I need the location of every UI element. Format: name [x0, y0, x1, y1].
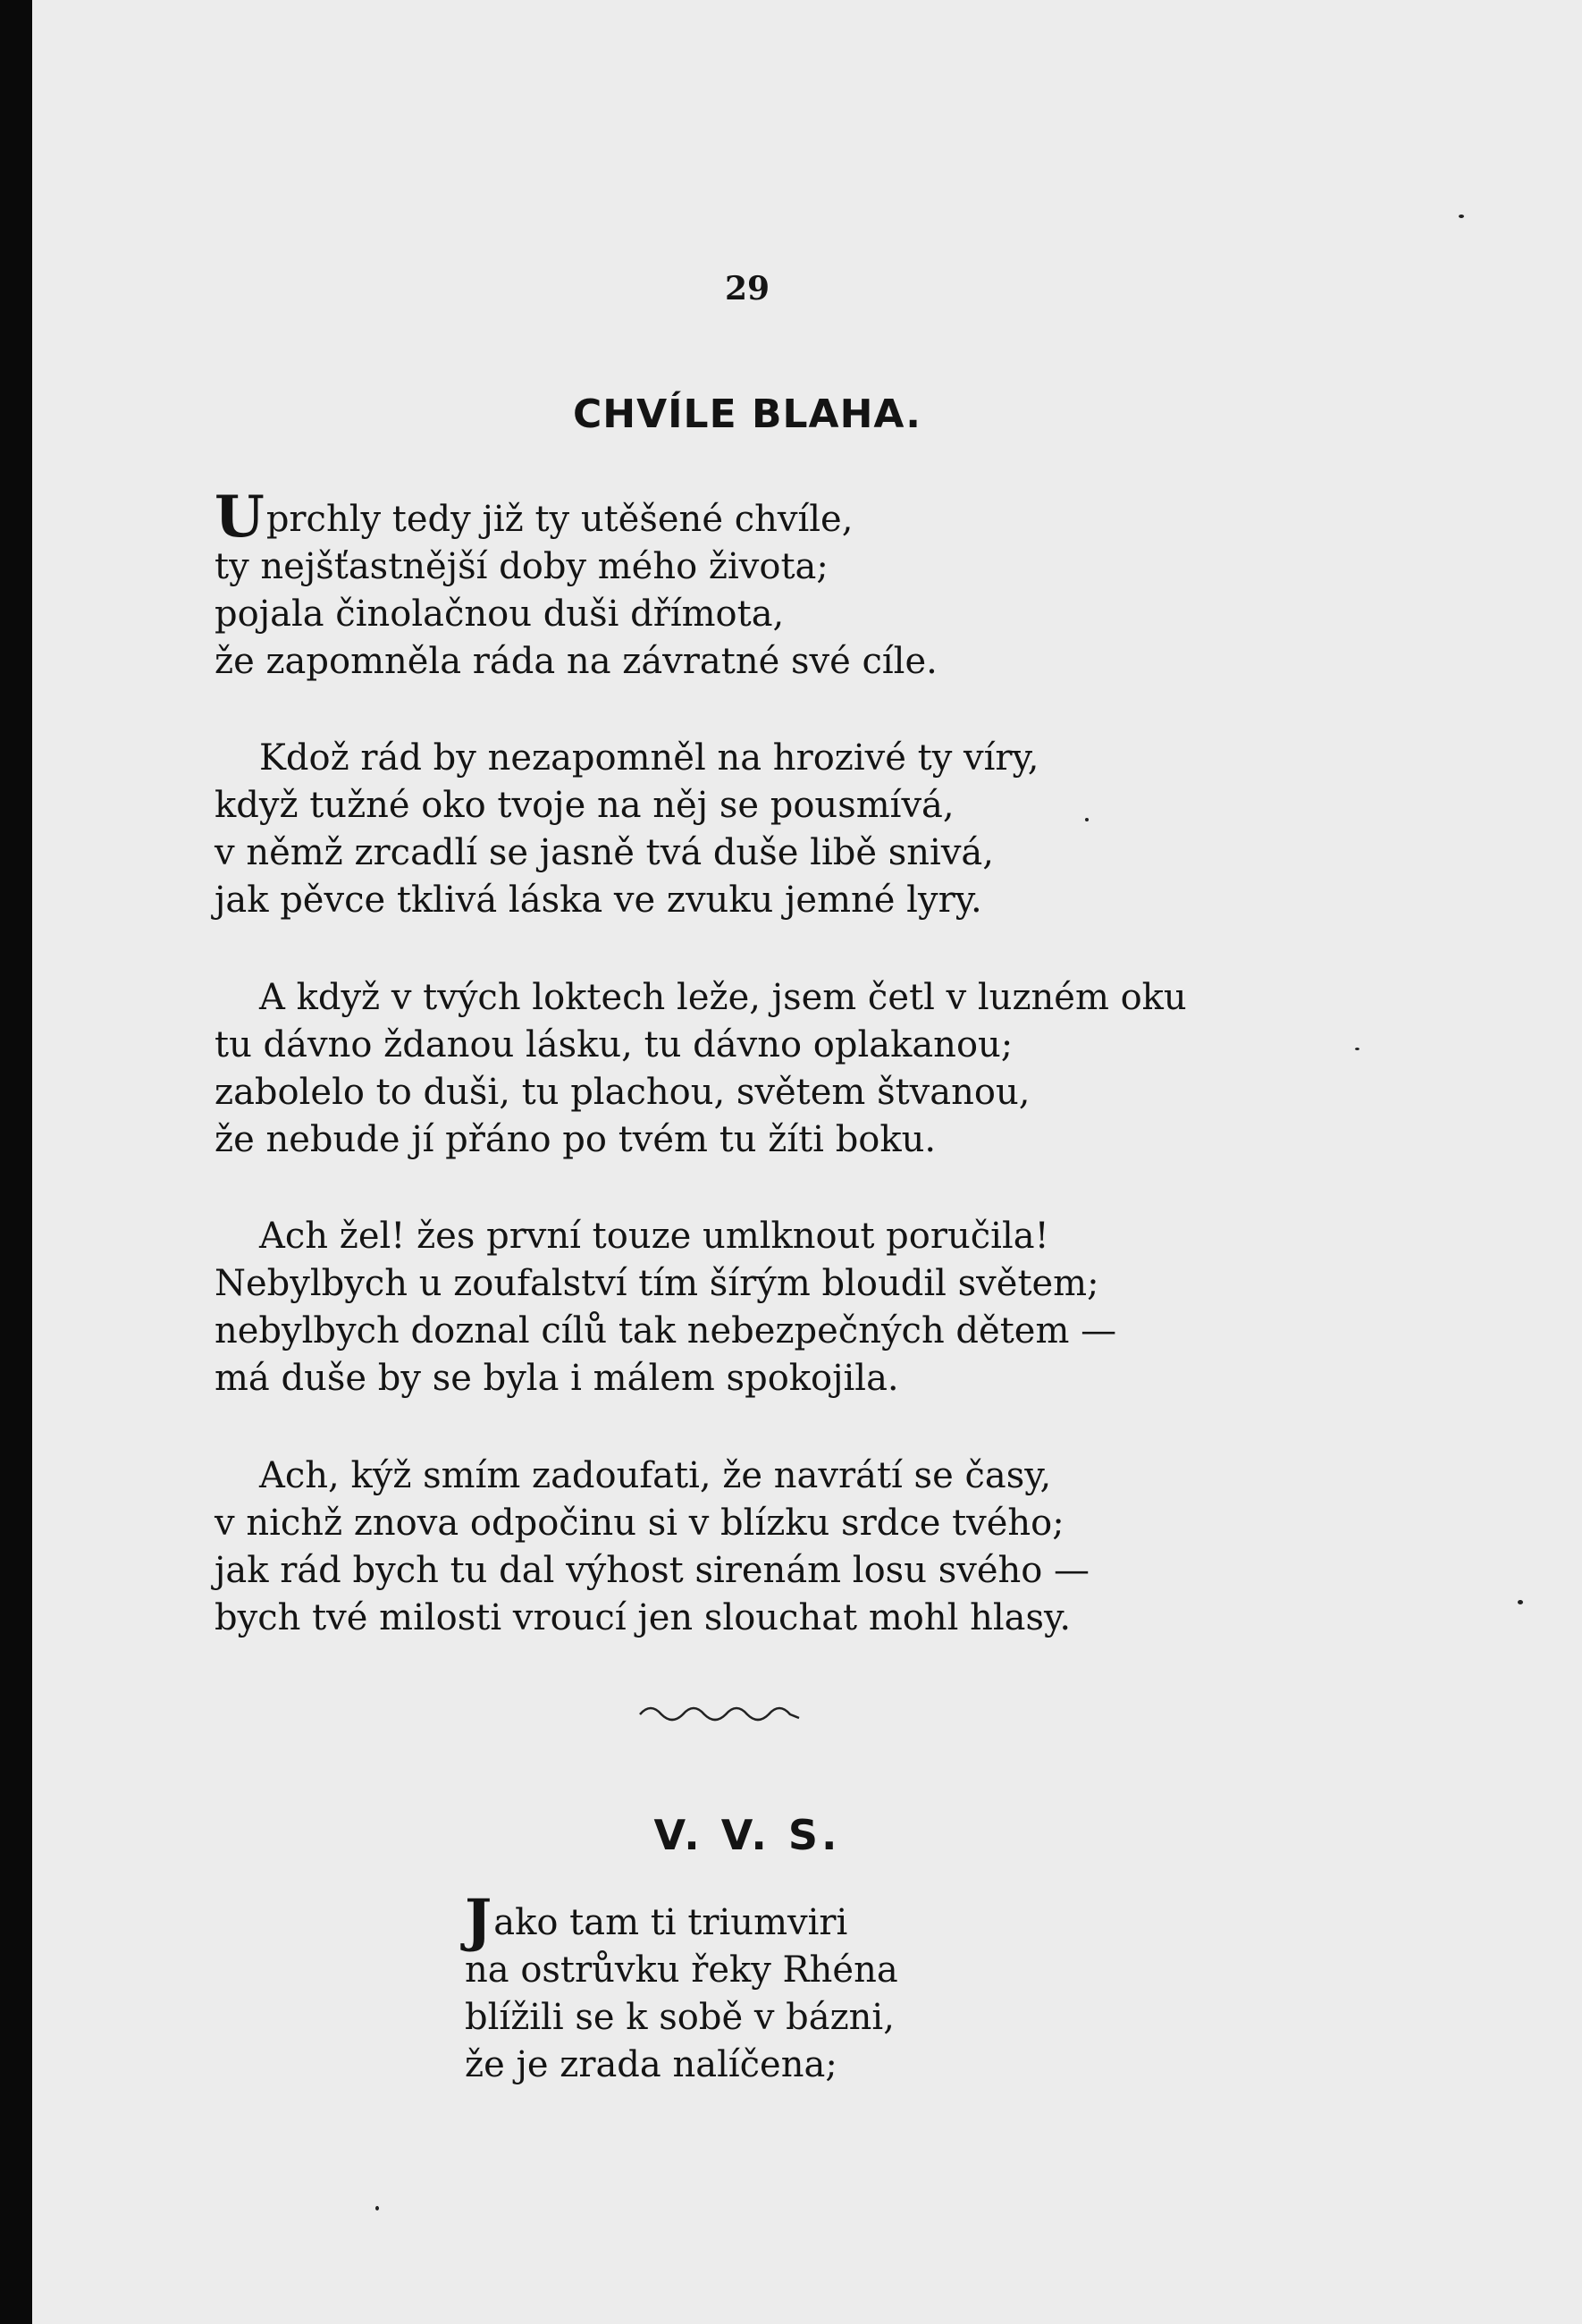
page-number: 29 [724, 270, 770, 307]
stanza-line: jak rád bych tu dal výhost sirenám losu svého — [215, 1550, 1090, 1591]
stanza-line: Jako tam ti triumviri [465, 1887, 848, 1954]
stanza-line: na ostrůvku řeky Rhéna [465, 1949, 898, 1991]
stanza-2 [215, 735, 1039, 924]
stanza-3 [215, 974, 1187, 1164]
book-page [32, 0, 1582, 2324]
stanza-line: že je zrada nalíčena; [465, 2044, 837, 2085]
stanza-line: tu dávno ždanou lásku, tu dávno oplakanou; [215, 1024, 1014, 1065]
stanza-line: bych tvé milosti vroucí jen slouchat mohl hlasy. [215, 1597, 1072, 1638]
stanza-line: v nichž znova odpočinu si v blízku srdce tvého; [215, 1503, 1064, 1544]
stanza-poem-2 [465, 1887, 898, 2089]
stanza-1 [215, 484, 938, 686]
wave-ornament [631, 1698, 810, 1725]
stanza-line: A když v tvých loktech leže, jsem četl v luzném oku [259, 977, 1187, 1018]
stanza-line: jak pěvce tklivá láska ve zvuku jemné lyry. [215, 880, 982, 921]
stanza-4 [215, 1213, 1116, 1402]
stanza-line: Ach žel! žes první touze umlknout poručila! [259, 1216, 1049, 1257]
stanza-line: Kdož rád by nezapomněl na hrozivé ty víry, [259, 737, 1039, 779]
stanza-line: blížili se k sobě v bázni, [465, 1997, 895, 2038]
paper-speck [375, 2206, 379, 2210]
stanza-line: ty nejšťastnější doby mého života; [215, 546, 829, 587]
paper-speck [1518, 1600, 1523, 1604]
stanza-line: Nebylbych u zoufalství tím šírým bloudil světem; [215, 1263, 1099, 1304]
stanza-line: Ach, kýž smím zadoufati, že navrátí se časy, [259, 1455, 1052, 1496]
paper-speck [1459, 215, 1464, 218]
stanza-line: že nebude jí přáno po tvém tu žíti boku. [215, 1119, 937, 1160]
stanza-line: Uprchly tedy již ty utěšené chvíle, [215, 484, 854, 551]
stanza-line: nebylbych doznal cílů tak nebezpečných dětem — [215, 1310, 1117, 1351]
stanza-line: pojala činolačnou duši dřímota, [215, 594, 785, 635]
stanza-line: zabolelo to duši, tu plachou, světem štvanou, [215, 1072, 1031, 1113]
stanza-5 [215, 1452, 1090, 1642]
drop-cap: U [215, 484, 265, 551]
poem-title-2: V. V. S. [653, 1811, 841, 1859]
paper-speck [1355, 1048, 1359, 1050]
stanza-line: že zapomněla ráda na závratné své cíle. [215, 641, 938, 682]
drop-cap: J [465, 1887, 492, 1954]
poem-title: CHVÍLE BLAHA. [573, 392, 921, 437]
stanza-line: když tužné oko tvoje na něj se pousmívá, [215, 785, 955, 826]
book-spine-edge [0, 0, 32, 2324]
stanza-line: v němž zrcadlí se jasně tvá duše libě snivá, [215, 832, 994, 873]
paper-speck [1085, 818, 1089, 821]
stanza-line: má duše by se byla i málem spokojila. [215, 1358, 899, 1399]
